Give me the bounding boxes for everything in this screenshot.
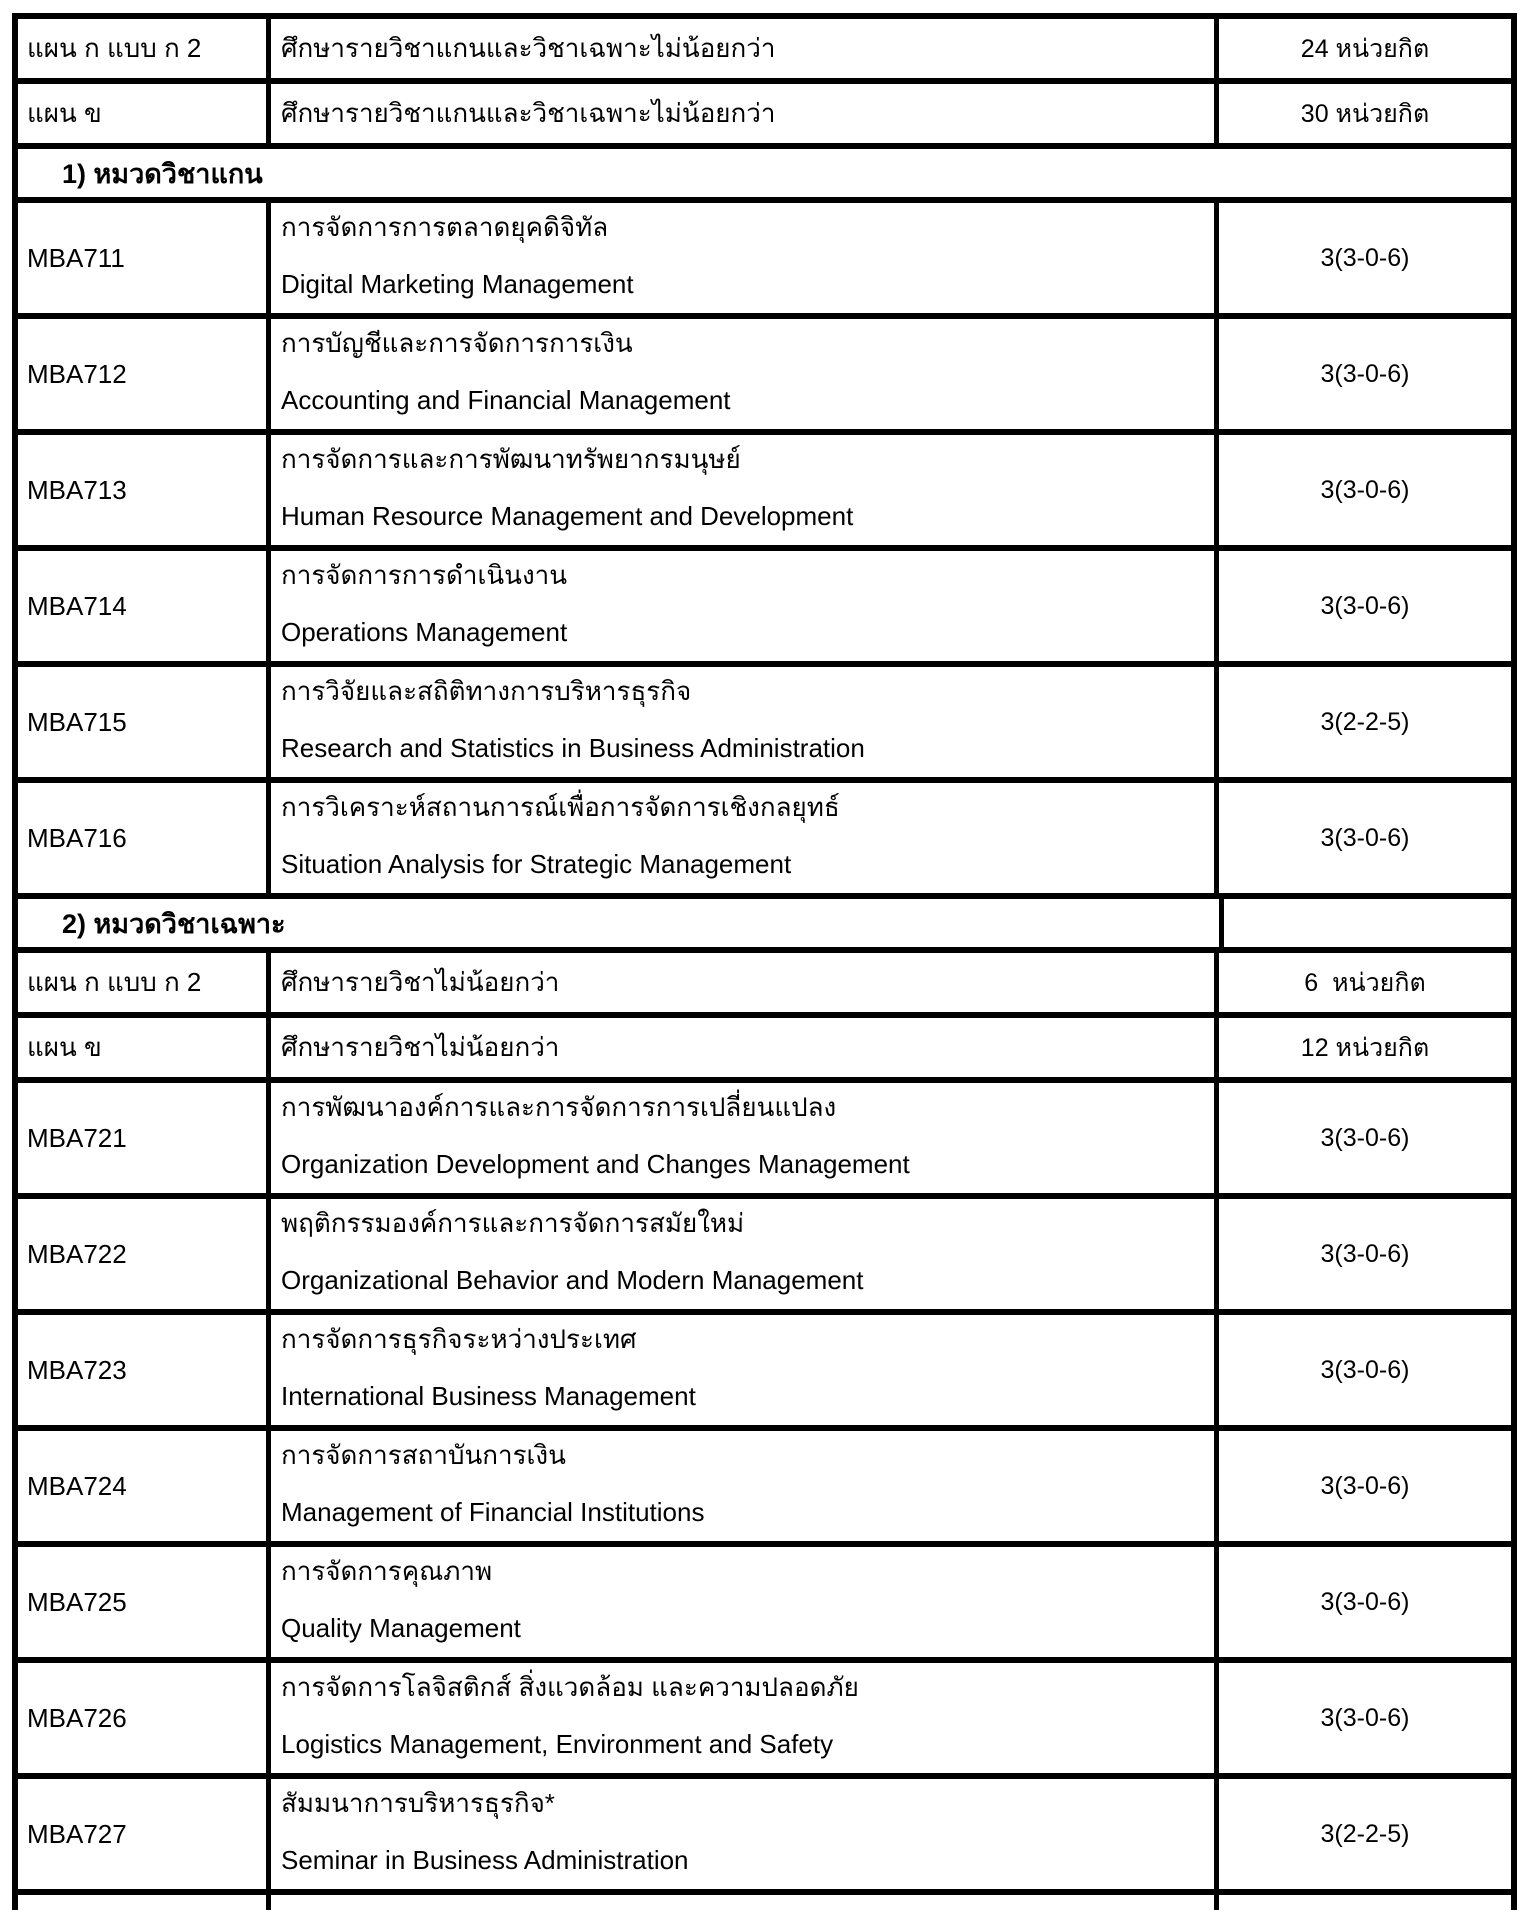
- credits-cell: [1219, 1779, 1511, 1889]
- credits-cell: [1219, 667, 1511, 777]
- credits-cell: [1219, 1315, 1511, 1425]
- course-title-cell: [271, 1431, 1219, 1541]
- course-title-cell: [271, 1083, 1219, 1193]
- plan-description: ศึกษารายวิชาแกนและวิชาเฉพาะไม่น้อยกว่า: [281, 33, 776, 64]
- course-code-cell: [18, 667, 271, 777]
- credits-value: 3(3-0-6): [1320, 359, 1410, 388]
- course-code: MBA724: [27, 1470, 127, 1501]
- table-row: [18, 1018, 1511, 1083]
- course-code: MBA713: [27, 474, 127, 505]
- course-titles: [281, 1315, 1214, 1425]
- course-row: [18, 1779, 1511, 1895]
- course-code: MBA722: [27, 1238, 127, 1269]
- course-title-en: Accounting and Financial Management: [281, 384, 731, 415]
- course-title-th: สัมมนาการบริหารธุรกิจ*: [281, 1788, 555, 1818]
- course-title-th: การจัดการธุรกิจระหว่างประเทศ: [281, 1324, 637, 1354]
- credits-value: 24 หน่วยกิต: [1300, 34, 1430, 63]
- plan-description: ศึกษารายวิชาไม่น้อยกว่า: [281, 967, 560, 998]
- course-row: [18, 319, 1511, 435]
- course-title-cell: [271, 1547, 1219, 1657]
- plan-name: แผน ข: [27, 98, 102, 129]
- credits-cell: [1219, 203, 1511, 313]
- plan-name-cell: [18, 84, 271, 143]
- credits-value: 3(2-2-5): [1320, 1819, 1410, 1848]
- section-title: 2) หมวดวิชาเฉพาะ: [62, 908, 286, 939]
- credits-value: 6 หน่วยกิต: [1304, 968, 1426, 997]
- credits-cell: [1219, 1083, 1511, 1193]
- table-row: [18, 84, 1511, 149]
- plan-description-cell: [271, 1018, 1219, 1077]
- credits-cell: [1219, 1199, 1511, 1309]
- course-title-en: Organizational Behavior and Modern Management: [281, 1264, 864, 1295]
- course-row: [18, 783, 1511, 899]
- credits-cell: [1219, 319, 1511, 429]
- course-title-th: การจัดการการดำเนินงาน: [281, 560, 568, 590]
- curriculum-table: [12, 13, 1517, 1910]
- course-title-th: การวิเคราะห์สถานการณ์เพื่อการจัดการเชิงกลยุทธ์: [281, 792, 840, 822]
- course-titles: [281, 551, 1214, 661]
- course-titles: [281, 1431, 1214, 1541]
- course-title-th: การบัญชีและการจัดการการเงิน: [281, 328, 633, 358]
- credits-value: 30 หน่วยกิต: [1300, 99, 1430, 128]
- course-code: MBA727: [27, 1818, 127, 1849]
- course-title-cell: [271, 1199, 1219, 1309]
- course-titles: [281, 203, 1214, 313]
- course-titles: [281, 1083, 1214, 1193]
- plan-name-cell: [18, 953, 271, 1012]
- course-title-th: การจัดการสถาบันการเงิน: [281, 1440, 566, 1470]
- course-code: MBA721: [27, 1122, 127, 1153]
- course-code: MBA725: [27, 1586, 127, 1617]
- course-code-cell: [18, 319, 271, 429]
- plan-name: แผน ก แบบ ก 2: [27, 967, 202, 998]
- course-row: [18, 1315, 1511, 1431]
- course-code-cell: [18, 783, 271, 893]
- course-code-cell: [18, 1431, 271, 1541]
- partial-cell: [1219, 1895, 1511, 1910]
- course-titles: [281, 783, 1214, 893]
- plan-name: แผน ก แบบ ก 2: [27, 33, 202, 64]
- plan-description-cell: [271, 84, 1219, 143]
- credits-cell: [1219, 84, 1511, 143]
- course-title-th: การจัดการโลจิสติกส์ สิ่งแวดล้อม และความปลอดภัย: [281, 1672, 859, 1702]
- course-titles: [281, 1663, 1214, 1773]
- course-titles: [281, 1779, 1214, 1889]
- course-title-cell: [271, 1315, 1219, 1425]
- course-titles: [281, 667, 1214, 777]
- course-title-th: การจัดการคุณภาพ: [281, 1556, 493, 1586]
- section-header-row: [18, 899, 1511, 953]
- course-title-th: การวิจัยและสถิติทางการบริหารธุรกิจ: [281, 676, 692, 706]
- course-title-cell: [271, 319, 1219, 429]
- course-row: [18, 1083, 1511, 1199]
- credits-cell: [1219, 551, 1511, 661]
- plan-description: ศึกษารายวิชาแกนและวิชาเฉพาะไม่น้อยกว่า: [281, 98, 776, 129]
- credits-value: 3(3-0-6): [1320, 1703, 1410, 1732]
- course-title-cell: [271, 1779, 1219, 1889]
- course-code-cell: [18, 1199, 271, 1309]
- course-title-th: พฤติกรรมองค์การและการจัดการสมัยใหม่: [281, 1208, 745, 1238]
- course-title-th: การจัดการและการพัฒนาทรัพยากรมนุษย์: [281, 444, 741, 474]
- credits-value: 3(3-0-6): [1320, 591, 1410, 620]
- credits-value: 3(3-0-6): [1320, 1355, 1410, 1384]
- partial-cell: [271, 1895, 1219, 1910]
- course-title-en: Logistics Management, Environment and Safety: [281, 1728, 834, 1759]
- course-row: [18, 1663, 1511, 1779]
- course-title-en: Management of Financial Institutions: [281, 1496, 705, 1527]
- credits-value: 3(3-0-6): [1320, 1587, 1410, 1616]
- course-title-th: การจัดการการตลาดยุคดิจิทัล: [281, 212, 609, 242]
- course-row: [18, 551, 1511, 667]
- partial-row: [18, 1895, 1511, 1910]
- course-code: MBA726: [27, 1702, 127, 1733]
- course-title-en: Research and Statistics in Business Administration: [281, 732, 865, 763]
- course-title-en: Digital Marketing Management: [281, 268, 634, 299]
- table-row: [18, 953, 1511, 1018]
- course-code-cell: [18, 1083, 271, 1193]
- course-title-th: การพัฒนาองค์การและการจัดการการเปลี่ยนแปลง: [281, 1092, 837, 1122]
- credits-cell: [1219, 19, 1511, 78]
- course-code-cell: [18, 551, 271, 661]
- course-code: MBA723: [27, 1354, 127, 1385]
- course-title-cell: [271, 551, 1219, 661]
- course-row: [18, 435, 1511, 551]
- course-title-cell: [271, 1663, 1219, 1773]
- credits-cell: [1219, 1547, 1511, 1657]
- course-row: [18, 1199, 1511, 1315]
- credits-cell: [1219, 1663, 1511, 1773]
- credits-value: 3(2-2-5): [1320, 707, 1410, 736]
- plan-name: แผน ข: [27, 1032, 102, 1063]
- course-row: [18, 1431, 1511, 1547]
- table-row: [18, 19, 1511, 84]
- course-titles: [281, 1199, 1214, 1309]
- credits-value: 3(3-0-6): [1320, 243, 1410, 272]
- partial-cell: [18, 1895, 271, 1910]
- course-code-cell: [18, 435, 271, 545]
- course-title-cell: [271, 203, 1219, 313]
- course-code-cell: [18, 203, 271, 313]
- plan-description-cell: [271, 19, 1219, 78]
- credits-cell: [1219, 435, 1511, 545]
- course-title-en: Operations Management: [281, 616, 568, 647]
- course-title-en: Organization Development and Changes Management: [281, 1148, 910, 1179]
- course-title-en: Human Resource Management and Development: [281, 500, 854, 531]
- section-header-cell: [18, 149, 1511, 197]
- credits-value: 3(3-0-6): [1320, 475, 1410, 504]
- credits-value: 3(3-0-6): [1320, 823, 1410, 852]
- course-title-en: Seminar in Business Administration: [281, 1844, 689, 1875]
- plan-name-cell: [18, 1018, 271, 1077]
- section-header-row: [18, 149, 1511, 203]
- credits-cell: [1219, 1431, 1511, 1541]
- course-row: [18, 203, 1511, 319]
- course-code: MBA711: [27, 242, 125, 273]
- section-header-cell: [18, 899, 1219, 947]
- plan-description: ศึกษารายวิชาไม่น้อยกว่า: [281, 1032, 560, 1063]
- course-titles: [281, 319, 1214, 429]
- credits-cell: [1219, 953, 1511, 1012]
- credits-cell: [1219, 1018, 1511, 1077]
- course-code: MBA714: [27, 590, 127, 621]
- credits-cell: [1219, 783, 1511, 893]
- credits-value: 3(3-0-6): [1320, 1471, 1410, 1500]
- course-title-cell: [271, 435, 1219, 545]
- section-title: 1) หมวดวิชาแกน: [62, 158, 263, 189]
- course-code: MBA716: [27, 822, 127, 853]
- course-titles: [281, 435, 1214, 545]
- course-title-cell: [271, 783, 1219, 893]
- course-code-cell: [18, 1315, 271, 1425]
- empty-credits-cell: [1219, 899, 1511, 947]
- course-title-cell: [271, 667, 1219, 777]
- plan-name-cell: [18, 19, 271, 78]
- course-title-en: Situation Analysis for Strategic Management: [281, 848, 792, 879]
- course-code-cell: [18, 1663, 271, 1773]
- course-code: MBA715: [27, 706, 127, 737]
- course-row: [18, 1547, 1511, 1663]
- credits-value: 3(3-0-6): [1320, 1239, 1410, 1268]
- credits-value: 3(3-0-6): [1320, 1123, 1410, 1152]
- course-code: MBA712: [27, 358, 127, 389]
- course-title-en: Quality Management: [281, 1612, 521, 1643]
- course-code-cell: [18, 1547, 271, 1657]
- course-code-cell: [18, 1779, 271, 1889]
- credits-value: 12 หน่วยกิต: [1300, 1033, 1430, 1062]
- course-row: [18, 667, 1511, 783]
- course-title-en: International Business Management: [281, 1380, 696, 1411]
- course-titles: [281, 1547, 1214, 1657]
- plan-description-cell: [271, 953, 1219, 1012]
